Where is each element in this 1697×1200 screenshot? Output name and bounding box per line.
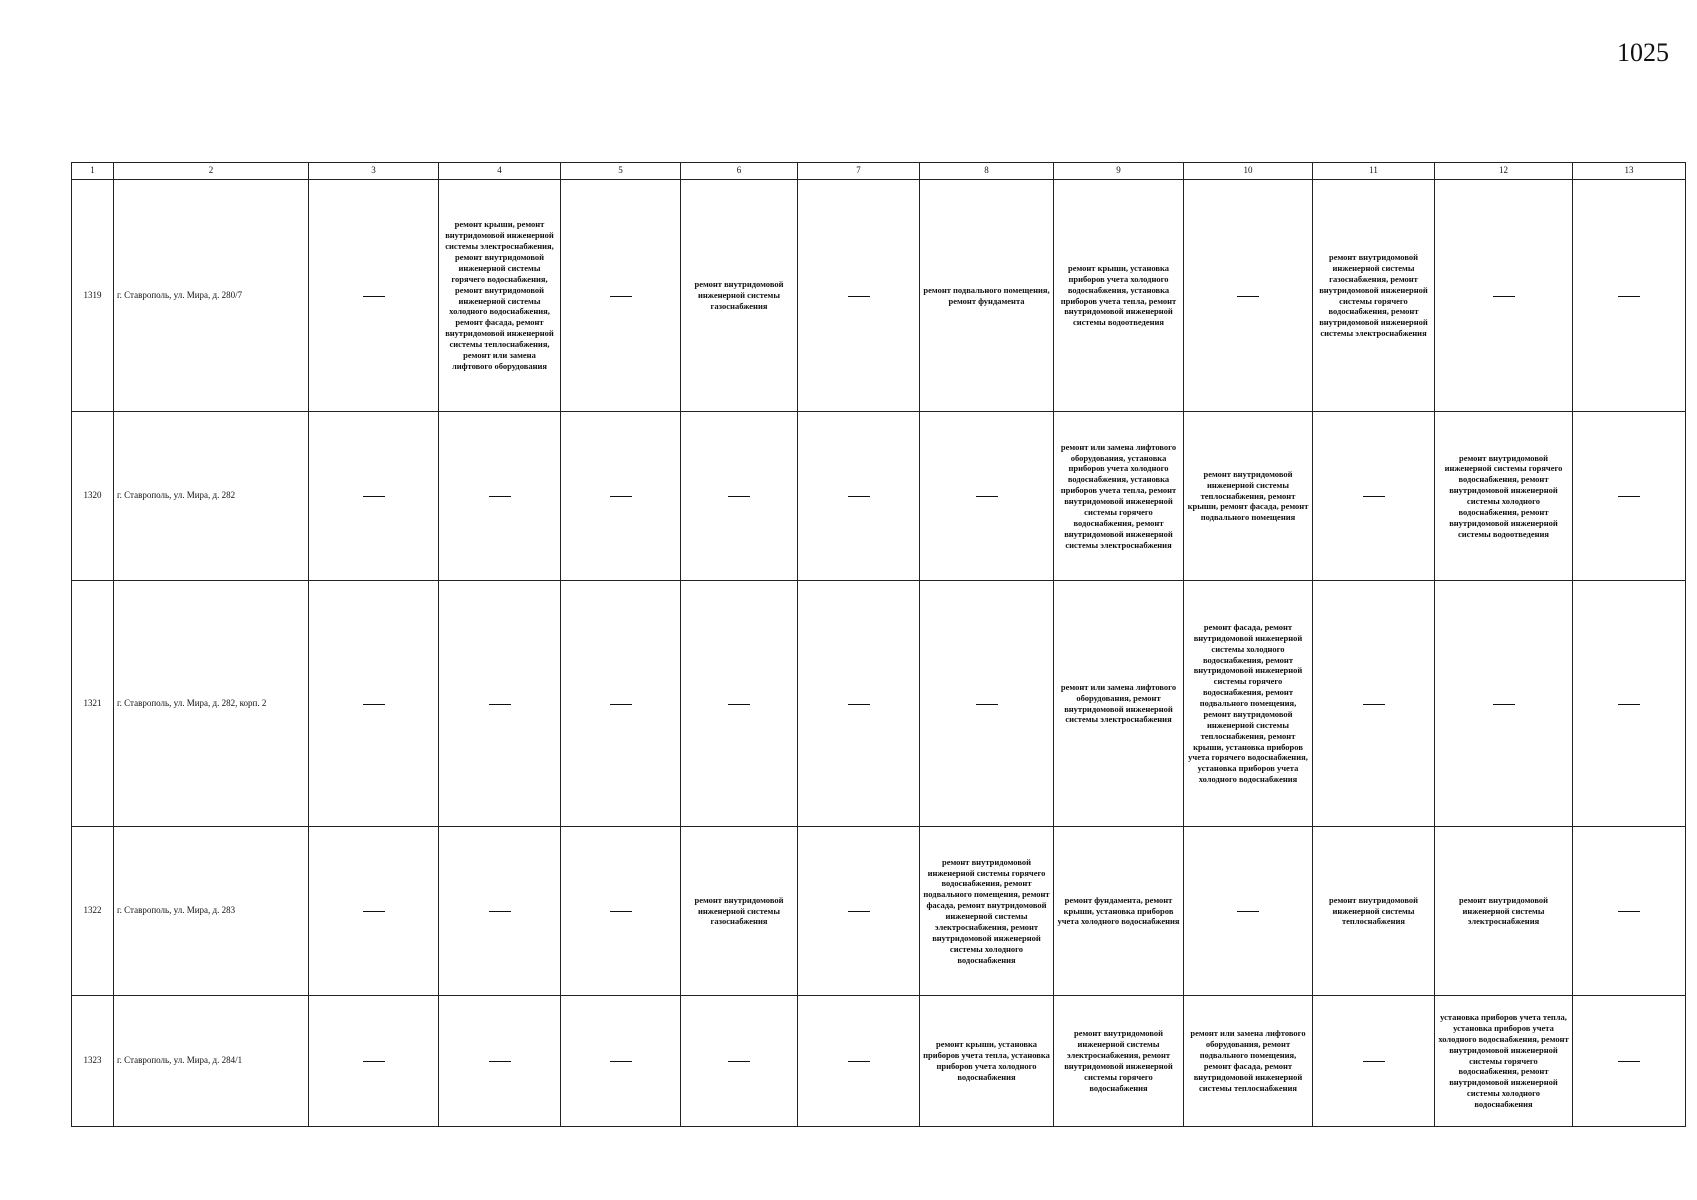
table-cell xyxy=(1184,827,1313,996)
table-cell xyxy=(798,412,920,581)
table-cell xyxy=(1573,581,1686,827)
table-cell xyxy=(1435,996,1573,1127)
work-description: ремонт внутридомовой инженерной системы электроснабжения, ремонт внутридомовой инженерной системы горячего водоснабжения xyxy=(1064,1028,1173,1093)
table-cell xyxy=(920,581,1054,827)
table-cell xyxy=(1573,180,1686,412)
table-cell xyxy=(439,581,561,827)
table-row xyxy=(72,412,1686,581)
row-number-cell: 1323 xyxy=(72,996,114,1127)
table-cell xyxy=(309,827,439,996)
work-description: ремонт внутридомовой инженерной системы теплоснабжения, ремонт крыши, ремонт фасада, ремонт подвального помещения xyxy=(1187,468,1309,523)
empty-dash xyxy=(1363,1061,1385,1062)
empty-dash xyxy=(610,911,632,912)
work-description: ремонт подвального помещения, ремонт фундамента xyxy=(923,284,1050,306)
empty-dash xyxy=(1618,911,1640,912)
empty-dash xyxy=(976,496,998,497)
empty-dash xyxy=(1618,1061,1640,1062)
row-number-cell: 1319 xyxy=(72,180,114,412)
work-description: ремонт или замена лифтового оборудования, ремонт внутридомовой инженерной системы электроснабжения xyxy=(1060,681,1177,725)
table-cell xyxy=(1054,996,1184,1127)
empty-dash xyxy=(976,704,998,705)
table-cell xyxy=(1054,180,1184,412)
table-cell xyxy=(681,412,798,581)
table-cell xyxy=(798,827,920,996)
column-header: 1 xyxy=(72,163,114,180)
empty-dash xyxy=(1493,296,1515,297)
column-header: 8 xyxy=(920,163,1054,180)
work-description: ремонт фундамента, ремонт крыши, установка приборов учета холодного водоснабжения xyxy=(1057,894,1180,927)
empty-dash xyxy=(848,496,870,497)
empty-dash xyxy=(1237,296,1259,297)
table-cell xyxy=(1313,581,1435,827)
work-description: ремонт или замена лифтового оборудования, установка приборов учета холодного водоснабжения, установка приборов учета тепла, ремонт внутридомовой инженерной системы горячего водоснабжения, ремонт внутридомовой инженерной системы электроснабжения xyxy=(1060,441,1177,550)
column-header: 4 xyxy=(439,163,561,180)
table-cell xyxy=(439,827,561,996)
empty-dash xyxy=(363,496,385,497)
empty-dash xyxy=(1618,496,1640,497)
empty-dash xyxy=(1363,496,1385,497)
empty-dash xyxy=(1237,911,1259,912)
empty-dash xyxy=(363,1061,385,1062)
empty-dash xyxy=(363,911,385,912)
repair-schedule-table xyxy=(71,162,1686,1127)
table-cell xyxy=(561,581,681,827)
empty-dash xyxy=(610,496,632,497)
address-cell: г. Ставрополь, ул. Мира, д. 280/7 xyxy=(114,180,309,412)
work-description: ремонт фасада, ремонт внутридомовой инженерной системы холодного водоснабжения, ремонт внутридомовой инженерной системы горячего водоснабжения, ремонт подвального помещения, ремонт внутридомовой инженерной системы теплоснабжения, ремонт крыши, установка приборов учета горячего водоснабжения, установка приборов учета холодного водоснабжения xyxy=(1188,621,1308,785)
empty-dash xyxy=(363,296,385,297)
table-cell xyxy=(1054,581,1184,827)
page-number: 1025 xyxy=(1617,38,1669,67)
table-cell xyxy=(1313,827,1435,996)
table-cell xyxy=(1054,827,1184,996)
work-description: ремонт внутридомовой инженерной системы горячего водоснабжения, ремонт внутридомовой инженерной системы холодного водоснабжения, ремонт внутридомовой инженерной системы водоотведения xyxy=(1444,452,1563,539)
table-row xyxy=(72,827,1686,996)
column-header: 11 xyxy=(1313,163,1435,180)
column-header: 9 xyxy=(1054,163,1184,180)
row-number-cell: 1320 xyxy=(72,412,114,581)
column-header: 2 xyxy=(114,163,309,180)
column-header: 12 xyxy=(1435,163,1573,180)
address-cell: г. Ставрополь, ул. Мира, д. 284/1 xyxy=(114,996,309,1127)
column-header: 3 xyxy=(309,163,439,180)
work-description: ремонт крыши, ремонт внутридомовой инженерной системы электроснабжения, ремонт внутридомовой инженерной системы горячего водоснабжения, ремонт внутридомовой инженерной системы холодного водоснабжения, ремонт фасада, ремонт внутридомовой инженерной системы теплоснабжения, ремонт или замена лифтового оборудования xyxy=(445,219,554,371)
table-cell xyxy=(1573,412,1686,581)
column-header: 10 xyxy=(1184,163,1313,180)
empty-dash xyxy=(848,1061,870,1062)
table-cell xyxy=(439,180,561,412)
empty-dash xyxy=(1363,704,1385,705)
empty-dash xyxy=(489,1061,511,1062)
table-cell xyxy=(1573,996,1686,1127)
row-number-cell: 1322 xyxy=(72,827,114,996)
table-cell xyxy=(1435,412,1573,581)
table-cell xyxy=(681,180,798,412)
table-cell xyxy=(920,180,1054,412)
table-cell xyxy=(561,827,681,996)
column-header: 6 xyxy=(681,163,798,180)
empty-dash xyxy=(610,704,632,705)
table-cell xyxy=(309,180,439,412)
empty-dash xyxy=(1618,704,1640,705)
table-cell xyxy=(798,581,920,827)
empty-dash xyxy=(848,296,870,297)
empty-dash xyxy=(363,704,385,705)
table-row xyxy=(72,581,1686,827)
table-cell xyxy=(681,827,798,996)
work-description: ремонт внутридомовой инженерной системы газоснабжения xyxy=(694,279,784,311)
work-description: ремонт внутридомовой инженерной системы газоснабжения, ремонт внутридомовой инженерной системы горячего водоснабжения, ремонт внутридомовой инженерной системы электроснабжения xyxy=(1319,252,1428,339)
work-description: установка приборов учета тепла, установка приборов учета холодного водоснабжения, ремонт внутридомовой инженерной системы горячего водоснабжения, ремонт внутридомовой инженерной системы холодного водоснабжения xyxy=(1438,1012,1569,1110)
table-cell xyxy=(1435,581,1573,827)
empty-dash xyxy=(489,704,511,705)
address-cell: г. Ставрополь, ул. Мира, д. 283 xyxy=(114,827,309,996)
table-cell xyxy=(920,827,1054,996)
table-cell xyxy=(1313,412,1435,581)
empty-dash xyxy=(848,704,870,705)
table-cell xyxy=(1184,412,1313,581)
table-cell xyxy=(1573,827,1686,996)
table-cell xyxy=(1184,581,1313,827)
table-cell xyxy=(681,996,798,1127)
empty-dash xyxy=(610,296,632,297)
empty-dash xyxy=(728,1061,750,1062)
column-header: 5 xyxy=(561,163,681,180)
work-description: ремонт или замена лифтового оборудования, ремонт подвального помещения, ремонт фасада, ремонт внутридомовой инженерной системы теплоснабжения xyxy=(1190,1028,1306,1093)
table-cell xyxy=(1054,412,1184,581)
work-description: ремонт внутридомовой инженерной системы электроснабжения xyxy=(1458,894,1549,927)
table-cell xyxy=(561,180,681,412)
row-number-cell: 1321 xyxy=(72,581,114,827)
empty-dash xyxy=(848,911,870,912)
table-cell xyxy=(309,996,439,1127)
address-cell: г. Ставрополь, ул. Мира, д. 282 xyxy=(114,412,309,581)
empty-dash xyxy=(728,496,750,497)
table-cell xyxy=(798,180,920,412)
table-cell xyxy=(681,581,798,827)
table-row xyxy=(72,996,1686,1127)
table-row xyxy=(72,180,1686,412)
empty-dash xyxy=(489,496,511,497)
table-cell xyxy=(798,996,920,1127)
empty-dash xyxy=(610,1061,632,1062)
table-cell xyxy=(1184,996,1313,1127)
work-description: ремонт крыши, установка приборов учета тепла, установка приборов учета холодного водоснабжения xyxy=(923,1039,1050,1082)
address-cell: г. Ставрополь, ул. Мира, д. 282, корп. 2 xyxy=(114,581,309,827)
table-cell xyxy=(561,996,681,1127)
empty-dash xyxy=(1493,704,1515,705)
table-cell xyxy=(309,412,439,581)
table-cell xyxy=(1313,996,1435,1127)
work-description: ремонт крыши, установка приборов учета холодного водоснабжения, установка приборов учета тепла, ремонт внутридомовой инженерной системы водоотведения xyxy=(1060,262,1177,328)
work-description: ремонт внутридомовой инженерной системы горячего водоснабжения, ремонт подвального помещения, ремонт фасада, ремонт внутридомовой инженерной системы электроснабжения, ремонт внутридомовой инженерной системы холодного водоснабжения xyxy=(923,856,1050,965)
table-cell xyxy=(1313,180,1435,412)
table-cell xyxy=(1435,180,1573,412)
empty-dash xyxy=(728,704,750,705)
column-header: 13 xyxy=(1573,163,1686,180)
column-header: 7 xyxy=(798,163,920,180)
table-cell xyxy=(309,581,439,827)
table-cell xyxy=(1435,827,1573,996)
empty-dash xyxy=(489,911,511,912)
table-cell xyxy=(439,412,561,581)
table-cell xyxy=(920,412,1054,581)
work-description: ремонт внутридомовой инженерной системы теплоснабжения xyxy=(1328,894,1419,927)
table-cell xyxy=(920,996,1054,1127)
table-cell xyxy=(561,412,681,581)
empty-dash xyxy=(1618,296,1640,297)
table-cell xyxy=(439,996,561,1127)
work-description: ремонт внутридомовой инженерной системы газоснабжения xyxy=(694,894,784,927)
table-header-row xyxy=(72,163,1686,180)
table-cell xyxy=(1184,180,1313,412)
